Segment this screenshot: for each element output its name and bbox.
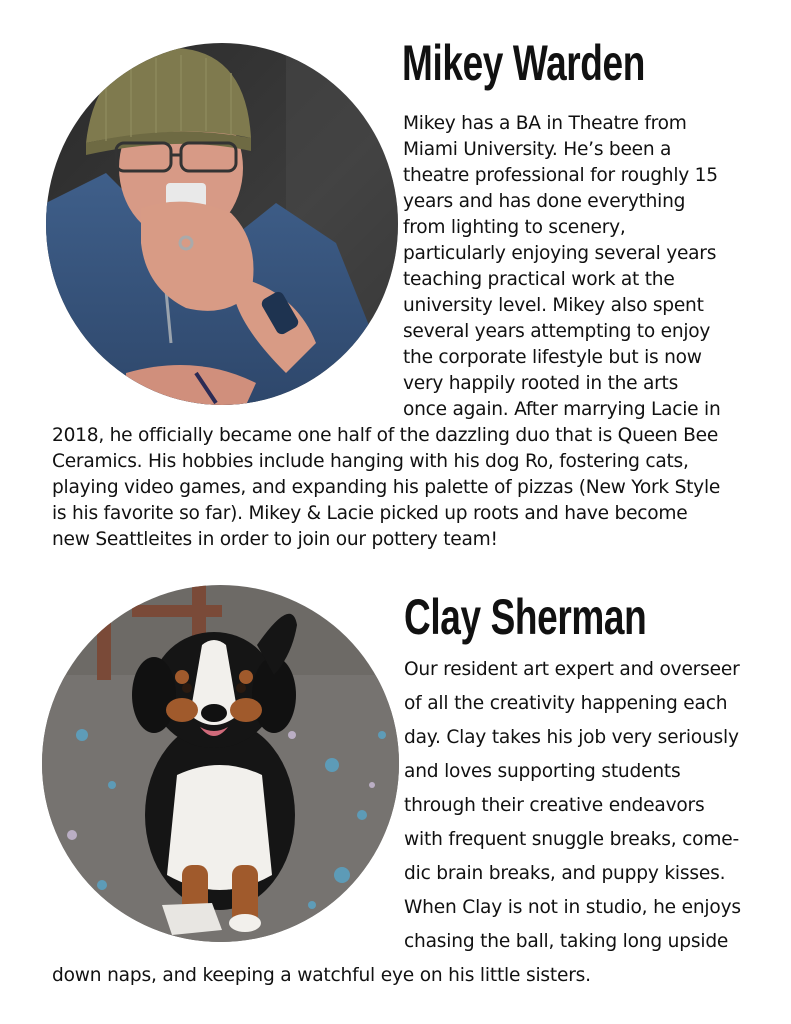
bio-line: Miami University. He’s been a [403, 139, 672, 160]
bio-line: the corporate lifestyle but is now [403, 347, 702, 368]
bio-line: university level. Mikey also spent [403, 295, 704, 316]
bio-line: and loves supporting students [404, 761, 681, 782]
bio-line: from lighting to scenery, [403, 217, 626, 238]
bio-line: down naps, and keeping a watchful eye on his little sisters. [52, 965, 591, 986]
bio-line: Our resident art expert and overseer [404, 659, 740, 680]
bio-line: with frequent snuggle breaks, come- [404, 829, 739, 850]
bio-line: is his favorite so far). Mikey & Lacie picked up roots and have become [52, 503, 688, 524]
bio-line: 2018, he officially became one half of the dazzling duo that is Queen Bee [52, 425, 719, 446]
bio-line: playing video games, and expanding his palette of pizzas (New York Style [52, 477, 721, 498]
bio-line: new Seattleites in order to join our pottery team! [52, 529, 498, 550]
dog-portrait-icon [42, 585, 399, 942]
bio-line: once again. After marrying Lacie in [403, 399, 721, 420]
bio-line: theatre professional for roughly 15 [403, 165, 718, 186]
bio-line: very happily rooted in the arts [403, 373, 679, 394]
bio-line: of all the creativity happening each [404, 693, 728, 714]
bio-line: years and has done everything [403, 191, 686, 212]
bio-line: Mikey has a BA in Theatre from [403, 113, 687, 134]
bio-line: When Clay is not in studio, he enjoys [404, 897, 741, 918]
bio-line: Ceramics. His hobbies include hanging with his dog Ro, fostering cats, [52, 451, 689, 472]
profile-name: Clay Sherman [404, 589, 647, 645]
bio-line: dic brain breaks, and puppy kisses. [404, 863, 726, 884]
bio-line: day. Clay takes his job very seriously [404, 727, 739, 748]
bio-line: through their creative endeavors [404, 795, 705, 816]
profile-name: Mikey Warden [402, 35, 645, 91]
bio-line: particularly enjoying several years [403, 243, 717, 264]
clay-photo [42, 585, 399, 942]
bio-line: several years attempting to enjoy [403, 321, 711, 342]
bio-line: chasing the ball, taking long upside [404, 931, 729, 952]
bio-line: teaching practical work at the [403, 269, 675, 290]
